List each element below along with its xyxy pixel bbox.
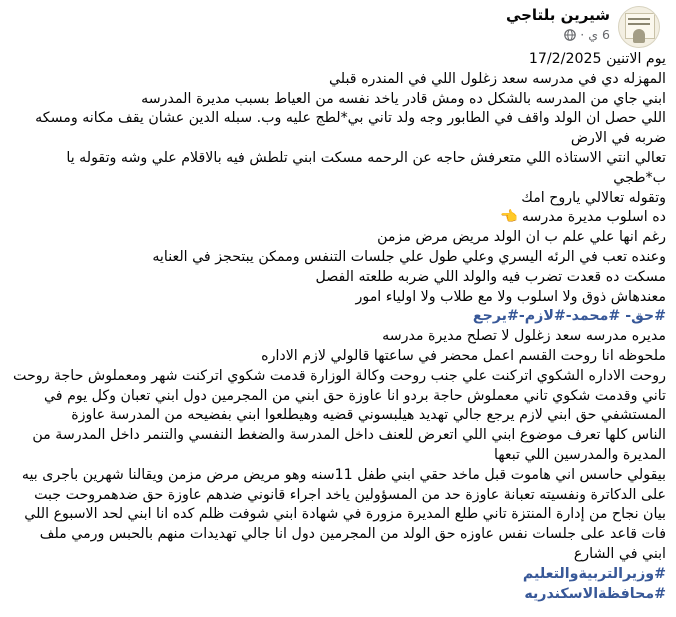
post-text-line: المستشفي حق ابني لازم يرجع جالي تهديد هيلبسوني قضيه وهيطلعوا ابني بفضيحه من المدرسة عاوزة [71,407,666,424]
post-text-line: اللي حصل ان الولد واقف في الطابور وجه ولد تاني بي*لطج عليه وب. سبله الدين عشان يقف مكانه ومسكه [35,110,666,127]
hashtag-line[interactable]: #حق- #محمد-#لازم-#يرجع [472,308,666,325]
post-text-line: رغم انها علي علم ب ان الولد مريض مرض مزمن [377,229,666,246]
post-text-line: مسكت ده قعدت تضرب فيه والولد اللي ضربه طلعته الفصل [315,268,666,285]
post-text-line: الناس كلها تعرف موضوع ابني اللي اتعرض للعنف داخل المدرسة والضغط النفسي والتنمر داخل المدرسة من [32,427,666,444]
post-text: ده اسلوب مديرة مدرسه [521,209,666,226]
hashtag-alexandria[interactable]: #محافظةالاسكندريه [524,585,666,602]
globe-icon[interactable] [564,29,576,41]
post-text-line: ابني جاي من المدرسه بالشكل ده ومش قادر ياخد نفسه من العياط بسبب مديرة المدرسه [141,90,666,107]
meta-separator: · [580,27,585,42]
post-time[interactable]: 6 ي [588,27,610,42]
post-text-line: وعنده تعب في الرئه اليسري وعلي طول علي جلسات التنفس وممكن يبتحجز في العنايه [152,248,666,265]
post-body [6,50,666,604]
post-text-line: بيان نجاح من إدارة المنتزة تاني طلع المديرة مزورة في شهادة ابني شوفت ظلم كده انا ابني لحد الاسبوع اللي [24,506,666,523]
post-text-line: روحت الاداره الشكوي اتركنت علي جنب روحت وكالة الوزارة قدمت شكوي اتركنت شهر ومعملوش حاجة روحت [13,367,666,384]
post-text-line: ملحوظه انا روحت القسم اعمل محضر في ساعتها قالولي لازم الاداره [261,347,666,364]
post-text-line: فات قاعد على جلسات نفس عاوزه حق الولد من المجرمين دول انا جالي تهديدات منهم بالحبس ورمي ملف [39,526,666,543]
post-text-line: على الدكاترة ونفسيته تعبانة عاوزة حد من المسؤولين ياخد اجراء قانوني ضدهم عاوزة حق ضدهمروحت جبت [34,486,666,503]
post-text-line: المهزله دي في مدرسه سعد زغلول اللي في المندره قبلي [328,70,666,87]
post-text-line: وتقوله تعالالي ياروح امك [521,189,666,206]
post-text-line: مديره مدرسه سعد زغلول لا تصلح مديرة مدرسه [382,328,666,345]
post-header [0,0,676,48]
post-meta [564,27,610,42]
post-text-line-with-emoji [6,208,666,228]
post-text-line: ب*طجي [613,169,666,186]
author-name[interactable]: شيرين بلتاجي [505,6,610,24]
post-date-line: يوم الاتنين 17/2/2025 [528,51,666,67]
avatar-detail [628,23,650,25]
avatar-detail [628,18,650,20]
author-avatar[interactable] [618,6,660,48]
post-text-line: تاني وقدمت شكوي تاني معملوش حاجة بردو انا عاوزة حق ابني من المجرمين دول ابني تعبان وكل يوم في [43,387,666,404]
post-text-line: معندهاش ذوق ولا اسلوب ولا مع طلاب ولا اولياء امور [355,288,666,305]
post-text-line: بيقولي حاسس اني هاموت قبل ماخد حقي ابني طفل 11سنه وهو مريض مرض مزمن ويقالنا شهرين باجرى بيه [21,466,666,483]
post-text-line: تعالي انتي الاستاذه اللي متعرفش حاجه عن الرحمه مسكت ابني تلطش فيه بالاقلام علي وشه وتقوله يا [66,149,666,166]
post-text-line: ابني في الشارع [573,545,666,562]
post-text-line: ضربه في الارض [570,130,666,147]
pointing-left-emoji-icon: 👈 [500,209,518,226]
avatar-figure [633,29,645,43]
post-text-line: المديرة والمدرسين اللي تبعها [494,446,666,463]
hashtag-ministry[interactable]: #وزيرالتربيةوالتعليم [522,565,666,582]
